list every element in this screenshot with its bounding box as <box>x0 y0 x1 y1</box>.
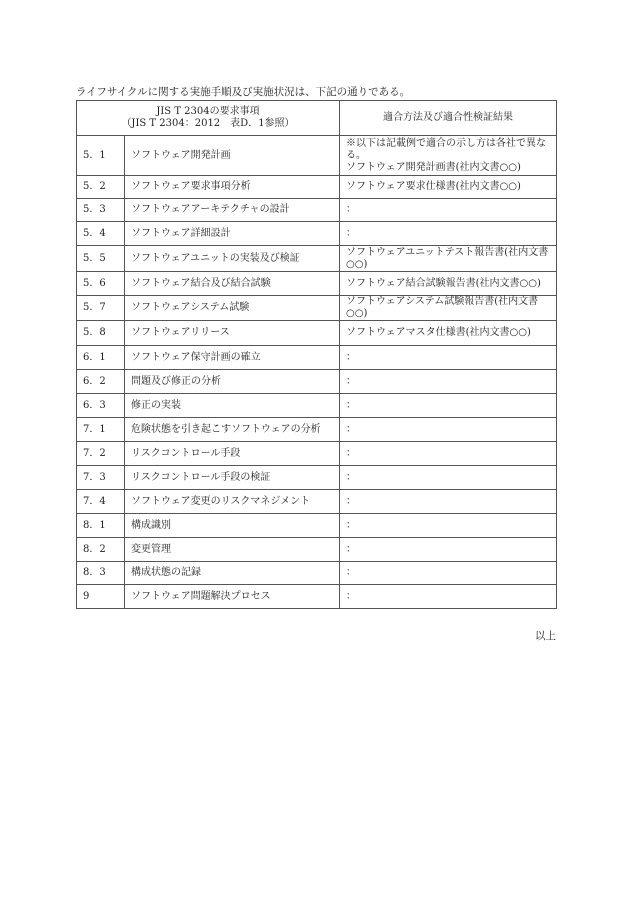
cell-item: ソフトウェアアーキテクチャの設計 <box>125 199 340 222</box>
table-row <box>77 538 557 562</box>
cell-item: 構成識別 <box>125 514 340 538</box>
cell-item: ソフトウェア結合及び結合試験 <box>125 272 340 296</box>
cell-no: 5．4 <box>77 222 125 246</box>
cell-item: 危険状態を引き起こすソフトウェアの分析 <box>125 418 340 442</box>
table-row <box>77 418 557 442</box>
cell-item: 問題及び修正の分析 <box>125 370 340 394</box>
cell-result: ※以下は記載例で適合の示し方は各社で異なる。 ソフトウェア開発計画書(社内文書○○) <box>340 136 557 176</box>
cell-result: ： <box>340 562 557 585</box>
cell-result: ： <box>340 466 557 490</box>
cell-no: 5．1 <box>77 136 125 176</box>
cell-result: ： <box>340 442 557 466</box>
requirements-table <box>76 100 557 609</box>
header-result: 適合方法及び適合性検証結果 <box>340 101 557 136</box>
cell-item: 構成状態の記録 <box>125 562 340 585</box>
cell-item: ソフトウェア変更のリスクマネジメント <box>125 490 340 514</box>
cell-no: 5．8 <box>77 321 125 346</box>
table-row <box>77 394 557 418</box>
cell-item: ソフトウェア要求事項分析 <box>125 176 340 199</box>
cell-result: ： <box>340 490 557 514</box>
cell-item: ソフトウェアユニットの実装及び検証 <box>125 246 340 272</box>
cell-no: 5．2 <box>77 176 125 199</box>
cell-item: ソフトウェアシステム試験 <box>125 296 340 321</box>
header-req-line2: （JIS T 2304：2012 表D．1参照） <box>121 118 295 129</box>
table-row <box>77 296 557 321</box>
cell-item: ソフトウェアリリース <box>125 321 340 346</box>
cell-item: 修正の実装 <box>125 394 340 418</box>
cell-no: 9 <box>77 585 125 609</box>
cell-result: ： <box>340 199 557 222</box>
table-row <box>77 222 557 246</box>
cell-result: ： <box>340 370 557 394</box>
cell-no: 5．3 <box>77 199 125 222</box>
cell-item: ソフトウェア開発計画 <box>125 136 340 176</box>
cell-result: ： <box>340 514 557 538</box>
cell-result: ： <box>340 394 557 418</box>
cell-no: 8．3 <box>77 562 125 585</box>
cell-no: 7．2 <box>77 442 125 466</box>
table-row <box>77 562 557 585</box>
table-row <box>77 585 557 609</box>
cell-no: 8．1 <box>77 514 125 538</box>
cell-no: 6．3 <box>77 394 125 418</box>
table-row <box>77 176 557 199</box>
cell-no: 6．2 <box>77 370 125 394</box>
table-row <box>77 466 557 490</box>
cell-no: 6．1 <box>77 346 125 370</box>
cell-result: ： <box>340 346 557 370</box>
cell-result: ソフトウェアユニットテスト報告書(社内文書○○) <box>340 246 557 272</box>
cell-result: ソフトウェアシステム試験報告書(社内文書○○) <box>340 296 557 321</box>
table-row <box>77 246 557 272</box>
cell-no: 7．3 <box>77 466 125 490</box>
cell-no: 8．2 <box>77 538 125 562</box>
cell-result: ： <box>340 585 557 609</box>
cell-result: ソフトウェア結合試験報告書(社内文書○○) <box>340 272 557 296</box>
closing-text: 以上 <box>535 630 556 642</box>
table-row <box>77 370 557 394</box>
cell-no: 5．7 <box>77 296 125 321</box>
table-header-row <box>77 101 557 136</box>
table-row <box>77 490 557 514</box>
cell-item: ソフトウェア保守計画の確立 <box>125 346 340 370</box>
cell-item: 変更管理 <box>125 538 340 562</box>
cell-item: リスクコントロール手段 <box>125 442 340 466</box>
cell-result: ： <box>340 222 557 246</box>
header-req-line1: JIS T 2304の要求事項 <box>156 106 260 117</box>
header-requirements <box>77 101 340 136</box>
cell-item: ソフトウェア問題解決プロセス <box>125 585 340 609</box>
cell-item: リスクコントロール手段の検証 <box>125 466 340 490</box>
table-row <box>77 272 557 296</box>
cell-result: ： <box>340 538 557 562</box>
table-row <box>77 442 557 466</box>
intro-text: ライフサイクルに関する実施手順及び実施状況は、下記の通りである。 <box>76 86 411 98</box>
cell-no: 5．6 <box>77 272 125 296</box>
cell-result: ソフトウェア要求仕様書(社内文書○○) <box>340 176 557 199</box>
cell-no: 7．1 <box>77 418 125 442</box>
table-row <box>77 136 557 176</box>
cell-no: 5．5 <box>77 246 125 272</box>
cell-result: ： <box>340 418 557 442</box>
cell-result: ソフトウェアマスタ仕様書(社内文書○○) <box>340 321 557 346</box>
table-row <box>77 321 557 346</box>
table-row <box>77 514 557 538</box>
cell-item: ソフトウェア詳細設計 <box>125 222 340 246</box>
table-row <box>77 346 557 370</box>
cell-no: 7．4 <box>77 490 125 514</box>
table-row <box>77 199 557 222</box>
